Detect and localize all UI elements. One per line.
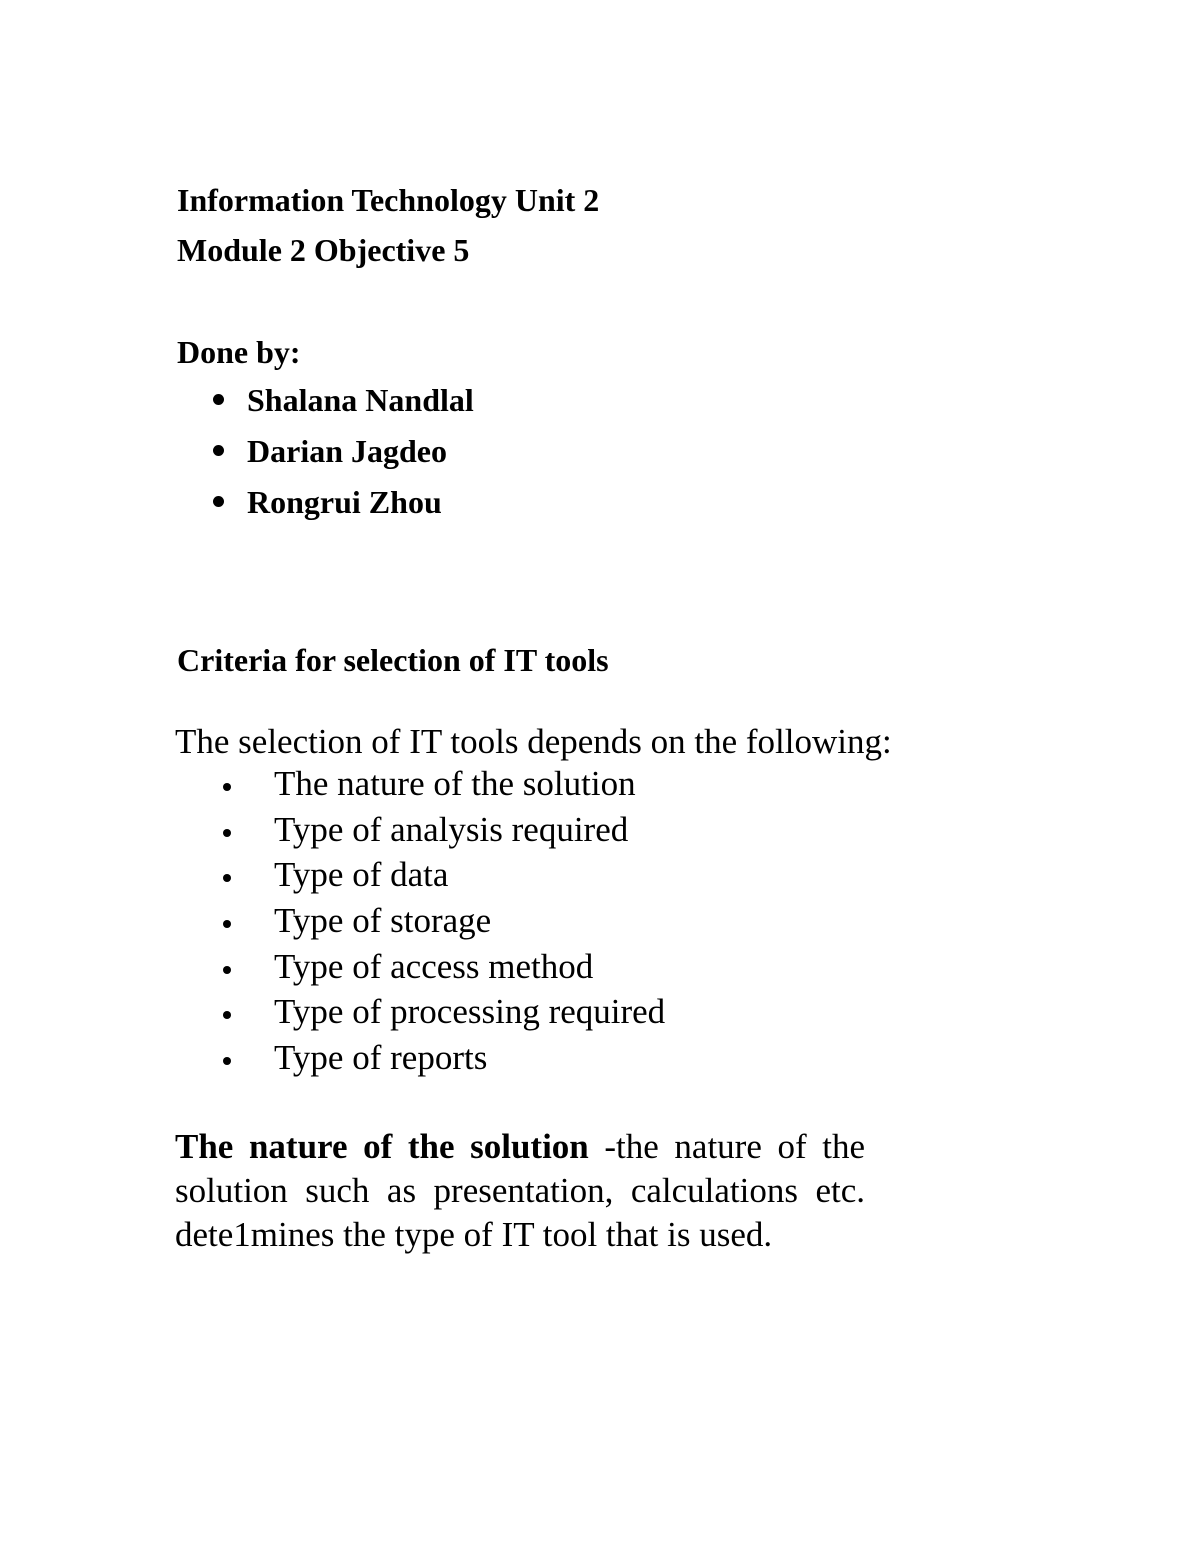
criteria-item-text: The nature of the solution: [274, 764, 636, 803]
bullet-icon: [223, 829, 231, 837]
author-name: Darian Jagdeo: [247, 433, 447, 469]
bullet-icon: [213, 496, 224, 507]
bullet-icon: [223, 783, 231, 791]
criteria-item-text: Type of reports: [274, 1038, 488, 1078]
author-name: Rongrui Zhou: [247, 484, 442, 520]
bullet-icon: [213, 394, 224, 405]
paragraph-body: -the nature of the solution such as presentation, calculations etc. dete1mines the type of IT tool that is used.: [175, 1127, 865, 1254]
bullet-icon: [223, 874, 231, 882]
criteria-item-text: Type of processing required: [274, 992, 666, 1032]
document-subtitle: Module 2 Objective 5: [177, 232, 470, 268]
bullet-icon: [223, 1011, 231, 1019]
criteria-item-text: Type of access method: [274, 946, 594, 986]
authors-label: Done by:: [177, 334, 301, 370]
bullet-icon: [213, 445, 224, 456]
paragraph-lead: The nature of the solution: [175, 1127, 589, 1166]
bullet-icon: [223, 1057, 231, 1065]
bullet-icon: [223, 966, 231, 974]
criteria-item-text: Type of data: [274, 855, 449, 895]
criteria-item-text: Type of storage: [274, 901, 492, 941]
author-name: Shalana Nandlal: [247, 382, 474, 418]
criteria-item-text: Type of analysis required: [274, 809, 629, 849]
nature-of-solution-paragraph: [175, 1125, 865, 1257]
document-title: Information Technology Unit 2: [177, 182, 600, 218]
criteria-heading: Criteria for selection of IT tools: [177, 642, 609, 678]
bullet-icon: [223, 920, 231, 928]
criteria-intro: The selection of IT tools depends on the following:: [175, 722, 892, 761]
